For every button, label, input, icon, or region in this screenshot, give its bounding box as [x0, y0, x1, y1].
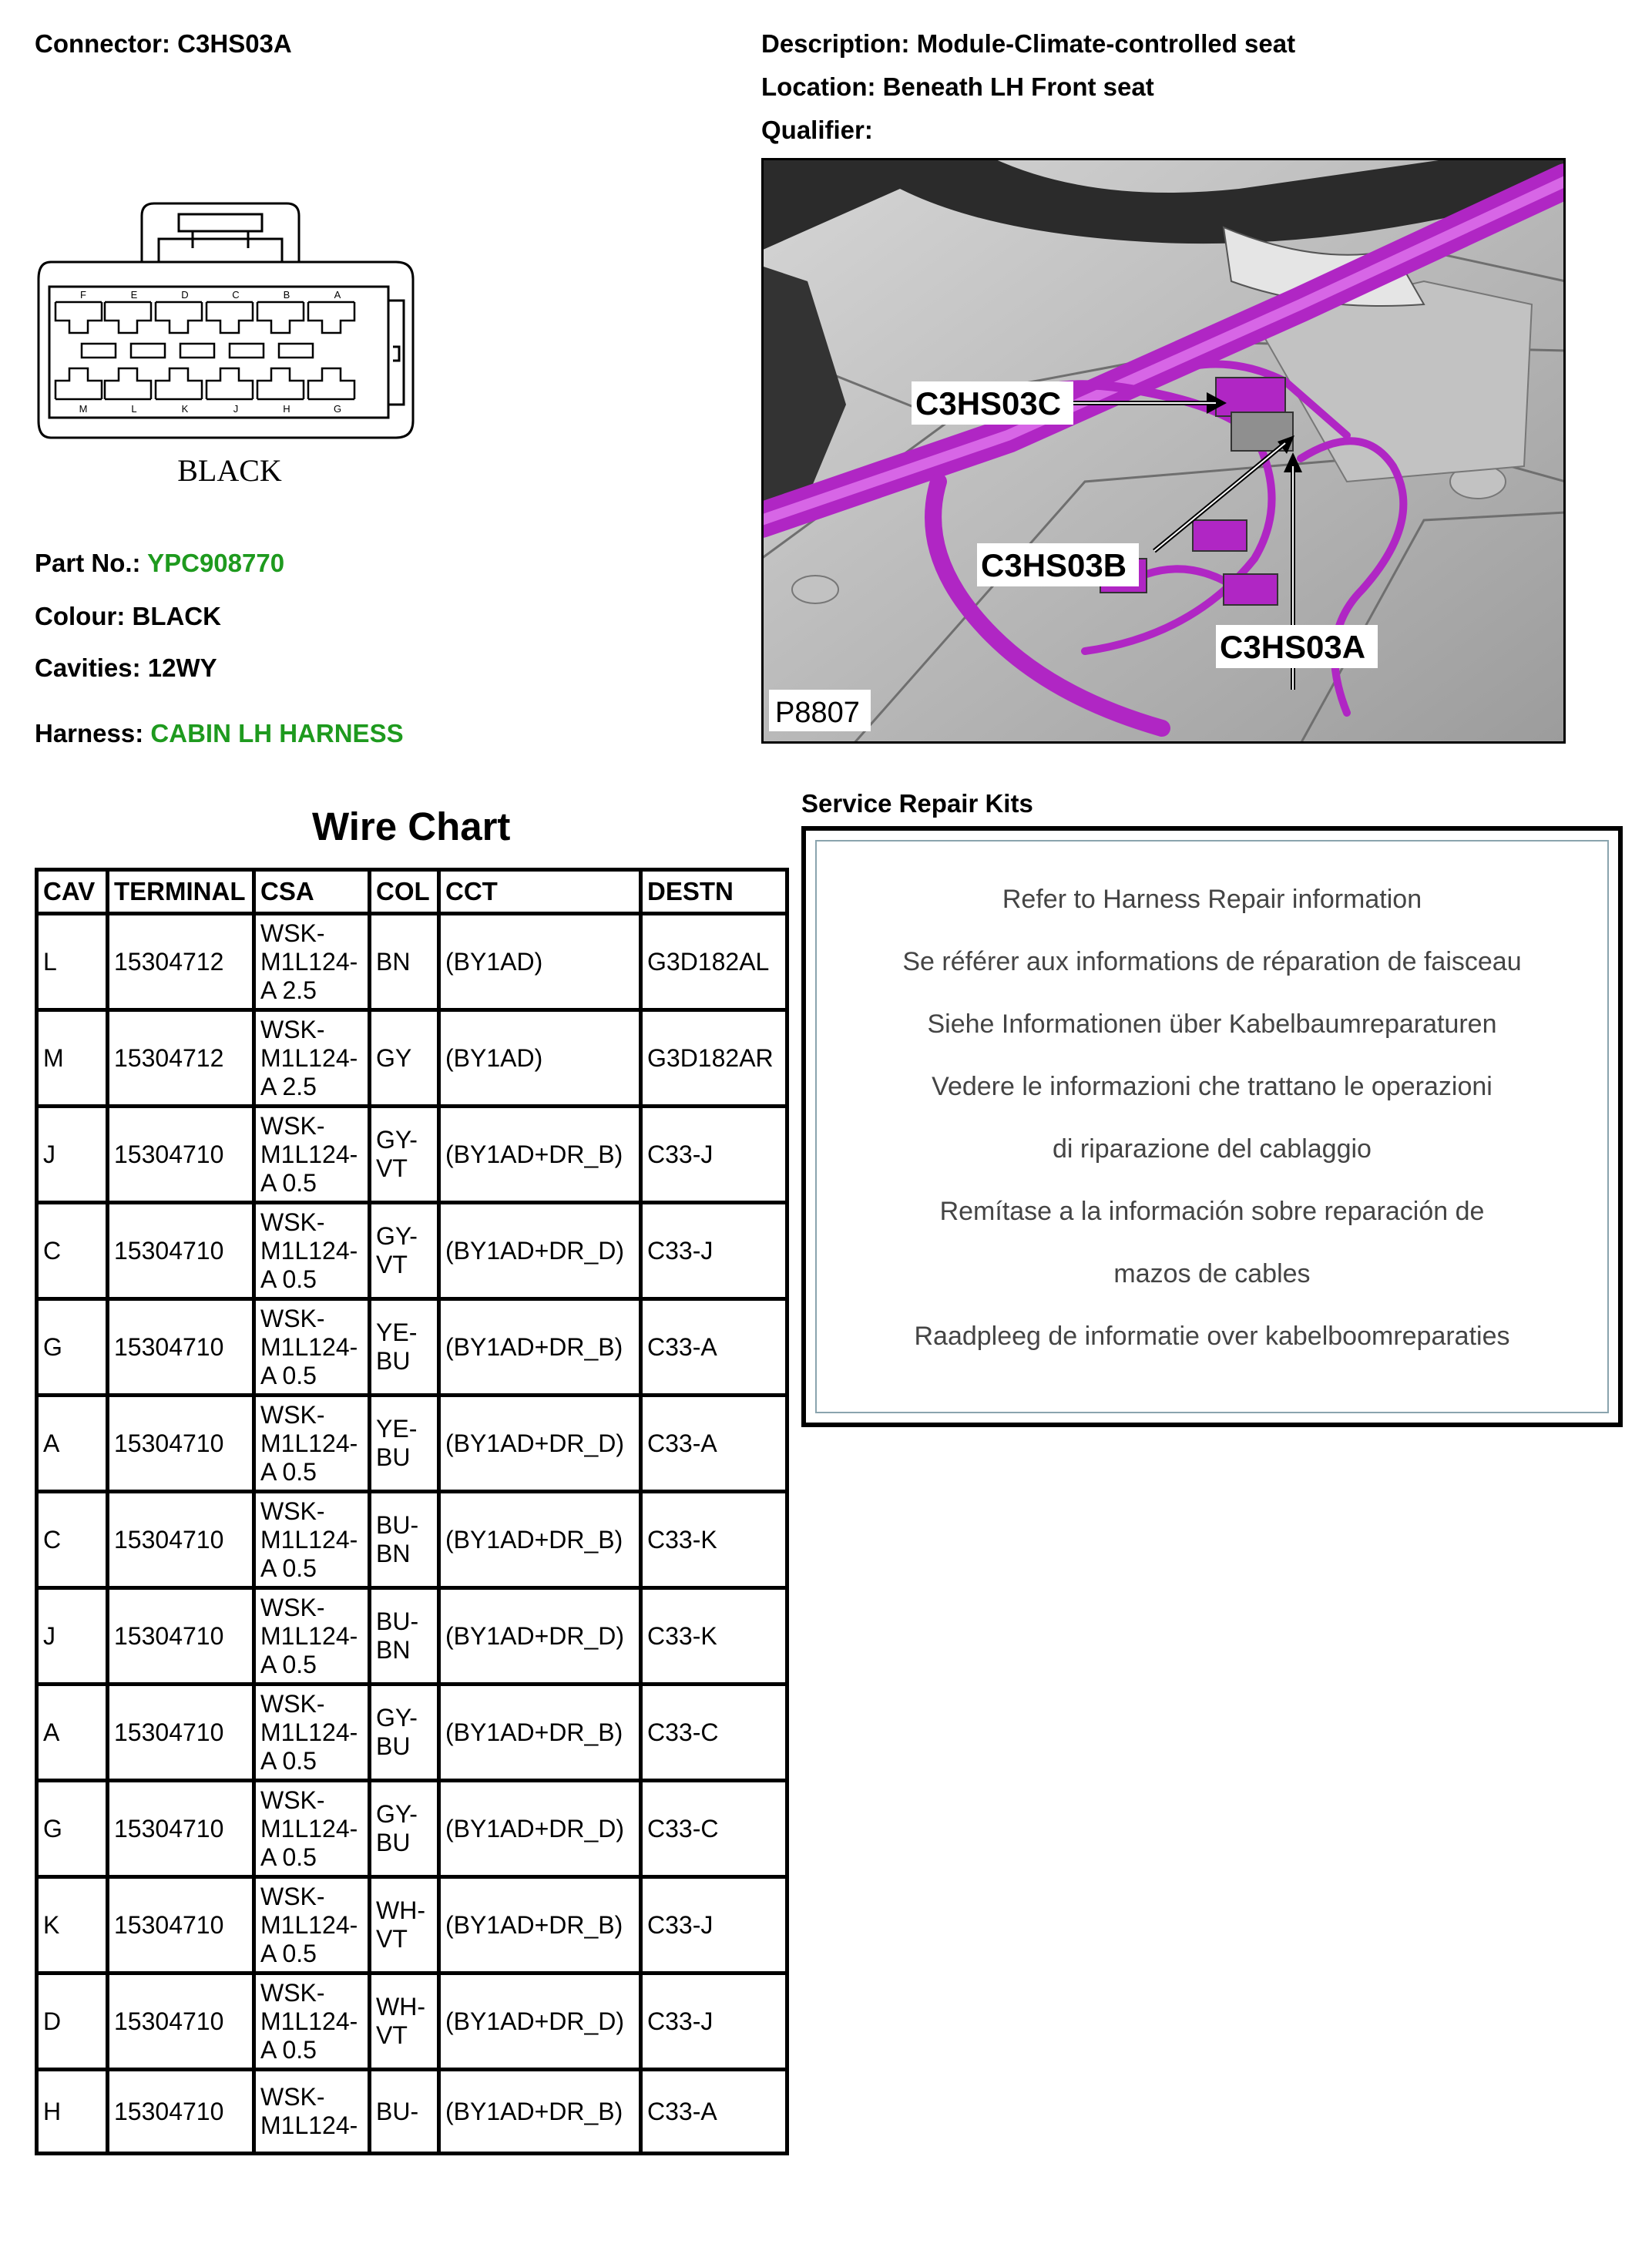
wire-csa-cell-line: M1L124-: [260, 1140, 358, 1168]
wire-chart-row: [37, 1396, 787, 1492]
wire-circuit-cell: (BY1AD+DR_B): [439, 1492, 641, 1588]
wire-cav-cell: H: [37, 2070, 108, 2154]
pin-letter-top: E: [130, 289, 138, 301]
wire-csa-cell-line: WSK-: [260, 1304, 325, 1332]
wire-csa-cell-line: A 0.5: [260, 1939, 317, 1967]
wire-cav-cell: J: [37, 1107, 108, 1203]
part-number: [35, 549, 284, 578]
wire-destination-cell: C33-C: [641, 1685, 787, 1781]
wire-circuit-cell: (BY1AD+DR_B): [439, 1107, 641, 1203]
wire-circuit-cell: (BY1AD+DR_D): [439, 1974, 641, 2070]
cavities: [35, 653, 217, 683]
wire-chart-row: [37, 1685, 787, 1781]
wire-chart-row: [37, 2070, 787, 2154]
wire-csa-cell-line: M1L124-: [260, 947, 358, 976]
wire-csa-cell-line: M1L124-: [260, 1429, 358, 1457]
wire-circuit-cell: (BY1AD+DR_B): [439, 1877, 641, 1974]
wire-colour-cell-line: GY: [376, 1043, 412, 1072]
wire-terminal-cell: 15304710: [108, 1685, 254, 1781]
callout-c3hs03c: C3HS03C: [915, 385, 1062, 422]
wire-chart-row: [37, 914, 787, 1010]
wire-csa-cell-line: A 0.5: [260, 1746, 317, 1775]
wire-colour-cell: [370, 914, 439, 1010]
wire-destination-cell: C33-J: [641, 1974, 787, 2070]
wire-csa-cell-line: A 0.5: [260, 1650, 317, 1678]
colour: [35, 602, 221, 631]
wire-terminal-cell: 15304710: [108, 1299, 254, 1396]
wire-circuit-cell: (BY1AD+DR_D): [439, 1396, 641, 1492]
wire-terminal-cell: 15304710: [108, 1974, 254, 2070]
wire-chart-row: [37, 1781, 787, 1877]
wire-colour-cell-line: GY-: [376, 1704, 418, 1732]
harness: [35, 719, 404, 748]
wire-cav-cell: M: [37, 1010, 108, 1107]
wire-colour-cell-line: GY-: [376, 1126, 418, 1154]
wire-destination-cell: C33-J: [641, 1203, 787, 1299]
location-label: Location:: [761, 72, 876, 101]
wire-chart-table: [35, 868, 789, 2155]
wire-terminal-cell: 15304710: [108, 1396, 254, 1492]
wire-chart-row: [37, 1588, 787, 1685]
wire-csa-cell-line: WSK-: [260, 1111, 325, 1140]
wire-chart-row: [37, 1010, 787, 1107]
wire-cav-cell: G: [37, 1299, 108, 1396]
wire-colour-cell-line: BU: [376, 1443, 411, 1471]
wire-csa-cell-line: M1L124-: [260, 1236, 358, 1265]
wire-colour-cell-line: YE-: [376, 1415, 418, 1443]
wire-csa-cell: [254, 1299, 370, 1396]
column-header-csa: CSA: [254, 870, 370, 914]
wire-csa-cell: [254, 1685, 370, 1781]
wire-destination-cell: G3D182AR: [641, 1010, 787, 1107]
wire-csa-cell-line: M1L124-: [260, 1718, 358, 1746]
qualifier-heading: [761, 116, 873, 145]
location-photo: [761, 158, 1566, 744]
wire-circuit-cell: (BY1AD): [439, 914, 641, 1010]
wire-csa-cell-line: M1L124-: [260, 2007, 358, 2035]
wire-colour-cell-line: BU: [376, 1829, 411, 1856]
wire-colour-cell: [370, 1299, 439, 1396]
wire-terminal-cell: 15304710: [108, 1781, 254, 1877]
wire-csa-cell-line: M1L124-: [260, 1910, 358, 1939]
service-repair-kits-box: [801, 826, 1623, 1427]
wire-csa-cell-line: M1L124-: [260, 1525, 358, 1554]
wire-csa-cell: [254, 1877, 370, 1974]
wire-csa-cell-line: M1L124-: [260, 1332, 358, 1361]
wire-colour-cell-line: BN: [376, 1540, 411, 1567]
pin-letter-top: D: [181, 289, 189, 301]
wire-csa-cell-line: WSK-: [260, 919, 325, 947]
column-header-destn: DESTN: [641, 870, 787, 914]
qualifier-label: Qualifier:: [761, 116, 873, 144]
wire-csa-cell-line: WSK-: [260, 1497, 325, 1525]
pin-letter-bottom: M: [79, 403, 88, 415]
wire-terminal-cell: 15304710: [108, 1877, 254, 1974]
wire-csa-cell-line: WSK-: [260, 1400, 325, 1429]
connector-colour-caption: BLACK: [177, 453, 282, 488]
wire-csa-cell-line: M1L124-: [260, 1043, 358, 1072]
repair-info-line: Vedere le informazioni che trattano le operazioni: [932, 1072, 1493, 1101]
wire-cav-cell: C: [37, 1492, 108, 1588]
wire-csa-cell: [254, 1781, 370, 1877]
wire-csa-cell: [254, 1010, 370, 1107]
wire-colour-cell: [370, 1685, 439, 1781]
wire-terminal-cell: 15304712: [108, 914, 254, 1010]
connector-value: C3HS03A: [177, 29, 292, 58]
wire-colour-cell-line: VT: [376, 2021, 408, 2049]
wire-csa-cell-line: WSK-: [260, 1208, 325, 1236]
wire-chart-row: [37, 1974, 787, 2070]
wire-colour-cell-line: VT: [376, 1251, 408, 1278]
wire-colour-cell: [370, 1396, 439, 1492]
repair-info-line: di riparazione del cablaggio: [1053, 1134, 1372, 1164]
wire-csa-cell-line: A 0.5: [260, 1168, 317, 1197]
wire-csa-cell: [254, 2070, 370, 2154]
wire-csa-cell-line: WSK-: [260, 1015, 325, 1043]
wire-csa-cell: [254, 1588, 370, 1685]
part-no-label: Part No.:: [35, 549, 141, 577]
wire-colour-cell: [370, 1010, 439, 1107]
wire-destination-cell: C33-J: [641, 1877, 787, 1974]
colour-label: Colour:: [35, 602, 126, 630]
wire-colour-cell: [370, 1588, 439, 1685]
pin-letter-top: C: [232, 289, 240, 301]
connector-face-diagram: [28, 193, 428, 501]
callout-c3hs03b: C3HS03B: [981, 547, 1127, 583]
wire-terminal-cell: 15304710: [108, 1203, 254, 1299]
wire-csa-cell-line: M1L124-: [260, 1814, 358, 1843]
wire-destination-cell: C33-C: [641, 1781, 787, 1877]
location-heading: [761, 72, 1154, 102]
wire-chart-row: [37, 1107, 787, 1203]
wire-csa-cell-line: WSK-: [260, 2083, 325, 2111]
wire-circuit-cell: (BY1AD+DR_D): [439, 1203, 641, 1299]
repair-info-line: Refer to Harness Repair information: [1002, 885, 1422, 914]
wire-csa-cell-line: WSK-: [260, 1785, 325, 1814]
wire-csa-cell: [254, 1396, 370, 1492]
wire-colour-cell-line: WH-: [376, 1896, 425, 1924]
pin-letter-bottom: H: [283, 403, 290, 415]
wire-csa-cell-line: A 0.5: [260, 1457, 317, 1486]
wire-destination-cell: G3D182AL: [641, 914, 787, 1010]
repair-info-line: Siehe Informationen über Kabelbaumreparaturen: [927, 1009, 1497, 1039]
service-repair-kits-inner: [815, 840, 1609, 1413]
wire-chart-row: [37, 1877, 787, 1974]
callout-c3hs03a: C3HS03A: [1220, 629, 1366, 665]
column-header-cav: CAV: [37, 870, 108, 914]
wire-colour-cell-line: BU-: [376, 1607, 419, 1635]
cavities-label: Cavities:: [35, 653, 141, 682]
wire-circuit-cell: (BY1AD+DR_D): [439, 1588, 641, 1685]
wire-destination-cell: C33-A: [641, 2070, 787, 2154]
wire-cav-cell: A: [37, 1396, 108, 1492]
wire-terminal-cell: 15304710: [108, 2070, 254, 2154]
wire-colour-cell: [370, 1877, 439, 1974]
wire-csa-cell-line: A 0.5: [260, 1265, 317, 1293]
wire-cav-cell: K: [37, 1877, 108, 1974]
wire-csa-cell: [254, 914, 370, 1010]
wire-cav-cell: D: [37, 1974, 108, 2070]
repair-info-line: Remítase a la información sobre reparación de: [939, 1197, 1485, 1226]
wire-colour-cell: [370, 2070, 439, 2154]
repair-info-line: Se référer aux informations de réparation de faisceau: [902, 947, 1522, 976]
wire-csa-cell-line: A 0.5: [260, 1361, 317, 1389]
wire-colour-cell-line: BU: [376, 1732, 411, 1760]
wire-circuit-cell: (BY1AD+DR_B): [439, 2070, 641, 2154]
repair-info-line: Raadpleeg de informatie over kabelboomreparaties: [914, 1322, 1510, 1351]
pin-letter-top: F: [80, 289, 86, 301]
wire-colour-cell: [370, 1974, 439, 2070]
wire-terminal-cell: 15304710: [108, 1107, 254, 1203]
connector-label: Connector:: [35, 29, 170, 58]
description-heading: [761, 29, 1295, 59]
wire-csa-cell-line: WSK-: [260, 1978, 325, 2007]
wire-colour-cell: [370, 1107, 439, 1203]
wire-colour-cell-line: BU: [376, 1347, 411, 1375]
wire-colour-cell-line: WH-: [376, 1993, 425, 2021]
description-value: Module-Climate-controlled seat: [916, 29, 1296, 58]
wire-colour-cell-line: VT: [376, 1154, 408, 1182]
wire-colour-cell-line: GY-: [376, 1800, 418, 1828]
part-no-value: YPC908770: [147, 549, 285, 577]
repair-info-line: mazos de cables: [1113, 1259, 1311, 1288]
description-label: Description:: [761, 29, 910, 58]
pin-letter-bottom: J: [233, 403, 239, 415]
wire-csa-cell: [254, 1203, 370, 1299]
wire-cav-cell: C: [37, 1203, 108, 1299]
pin-letter-bottom: L: [131, 403, 137, 415]
wire-chart-header-row: [37, 870, 787, 914]
wire-colour-cell-line: GY-: [376, 1222, 418, 1250]
wire-csa-cell-line: A 0.5: [260, 1554, 317, 1582]
location-value: Beneath LH Front seat: [882, 72, 1154, 101]
wire-chart-row: [37, 1299, 787, 1396]
wire-csa-cell: [254, 1492, 370, 1588]
wire-csa-cell-line: A 2.5: [260, 1072, 317, 1100]
wire-colour-cell-line: VT: [376, 1925, 408, 1953]
wire-colour-cell-line: YE-: [376, 1319, 418, 1346]
wire-destination-cell: C33-A: [641, 1299, 787, 1396]
wire-circuit-cell: (BY1AD+DR_B): [439, 1685, 641, 1781]
wire-cav-cell: J: [37, 1588, 108, 1685]
wire-colour-cell-line: BU-: [376, 1511, 419, 1539]
wire-terminal-cell: 15304710: [108, 1588, 254, 1685]
wire-csa-cell: [254, 1107, 370, 1203]
harness-label: Harness:: [35, 719, 144, 747]
wire-csa-cell-line: M1L124-: [260, 1621, 358, 1650]
pin-letter-top: B: [283, 289, 290, 301]
wire-chart-row: [37, 1492, 787, 1588]
wire-csa-cell-line: M1L124-: [260, 2111, 358, 2139]
wire-circuit-cell: (BY1AD+DR_D): [439, 1781, 641, 1877]
wire-csa-cell-line: WSK-: [260, 1689, 325, 1718]
wire-terminal-cell: 15304710: [108, 1492, 254, 1588]
pin-letter-top: A: [334, 289, 341, 301]
wire-destination-cell: C33-J: [641, 1107, 787, 1203]
wire-cav-cell: A: [37, 1685, 108, 1781]
wire-colour-cell-line: BN: [376, 947, 411, 976]
wire-colour-cell-line: BU-: [376, 2097, 419, 2125]
wire-destination-cell: C33-A: [641, 1396, 787, 1492]
harness-value: CABIN LH HARNESS: [150, 719, 404, 747]
wire-cav-cell: L: [37, 914, 108, 1010]
wire-destination-cell: C33-K: [641, 1492, 787, 1588]
connector-heading: [35, 29, 292, 59]
wire-csa-cell: [254, 1974, 370, 2070]
pin-letter-bottom: K: [181, 403, 189, 415]
wire-csa-cell-line: WSK-: [260, 1882, 325, 1910]
column-header-cct: CCT: [439, 870, 641, 914]
figure-id: P8807: [775, 697, 860, 729]
column-header-terminal: TERMINAL: [108, 870, 254, 914]
wire-circuit-cell: (BY1AD): [439, 1010, 641, 1107]
wire-destination-cell: C33-K: [641, 1588, 787, 1685]
wire-colour-cell: [370, 1492, 439, 1588]
wire-chart-row: [37, 1203, 787, 1299]
pin-letter-bottom: G: [333, 403, 342, 415]
column-header-col: COL: [370, 870, 439, 914]
wire-colour-cell-line: BN: [376, 1636, 411, 1664]
wire-terminal-cell: 15304712: [108, 1010, 254, 1107]
service-repair-kits-title: Service Repair Kits: [801, 789, 1033, 818]
wire-csa-cell-line: A 2.5: [260, 976, 317, 1004]
wire-circuit-cell: (BY1AD+DR_B): [439, 1299, 641, 1396]
wire-csa-cell-line: A 0.5: [260, 2035, 317, 2064]
wire-csa-cell-line: WSK-: [260, 1593, 325, 1621]
wire-csa-cell-line: A 0.5: [260, 1843, 317, 1871]
wire-colour-cell: [370, 1203, 439, 1299]
colour-value: BLACK: [132, 602, 221, 630]
wire-cav-cell: G: [37, 1781, 108, 1877]
wire-chart-title: Wire Chart: [312, 805, 511, 848]
wire-colour-cell: [370, 1781, 439, 1877]
cavities-value: 12WY: [147, 653, 217, 682]
